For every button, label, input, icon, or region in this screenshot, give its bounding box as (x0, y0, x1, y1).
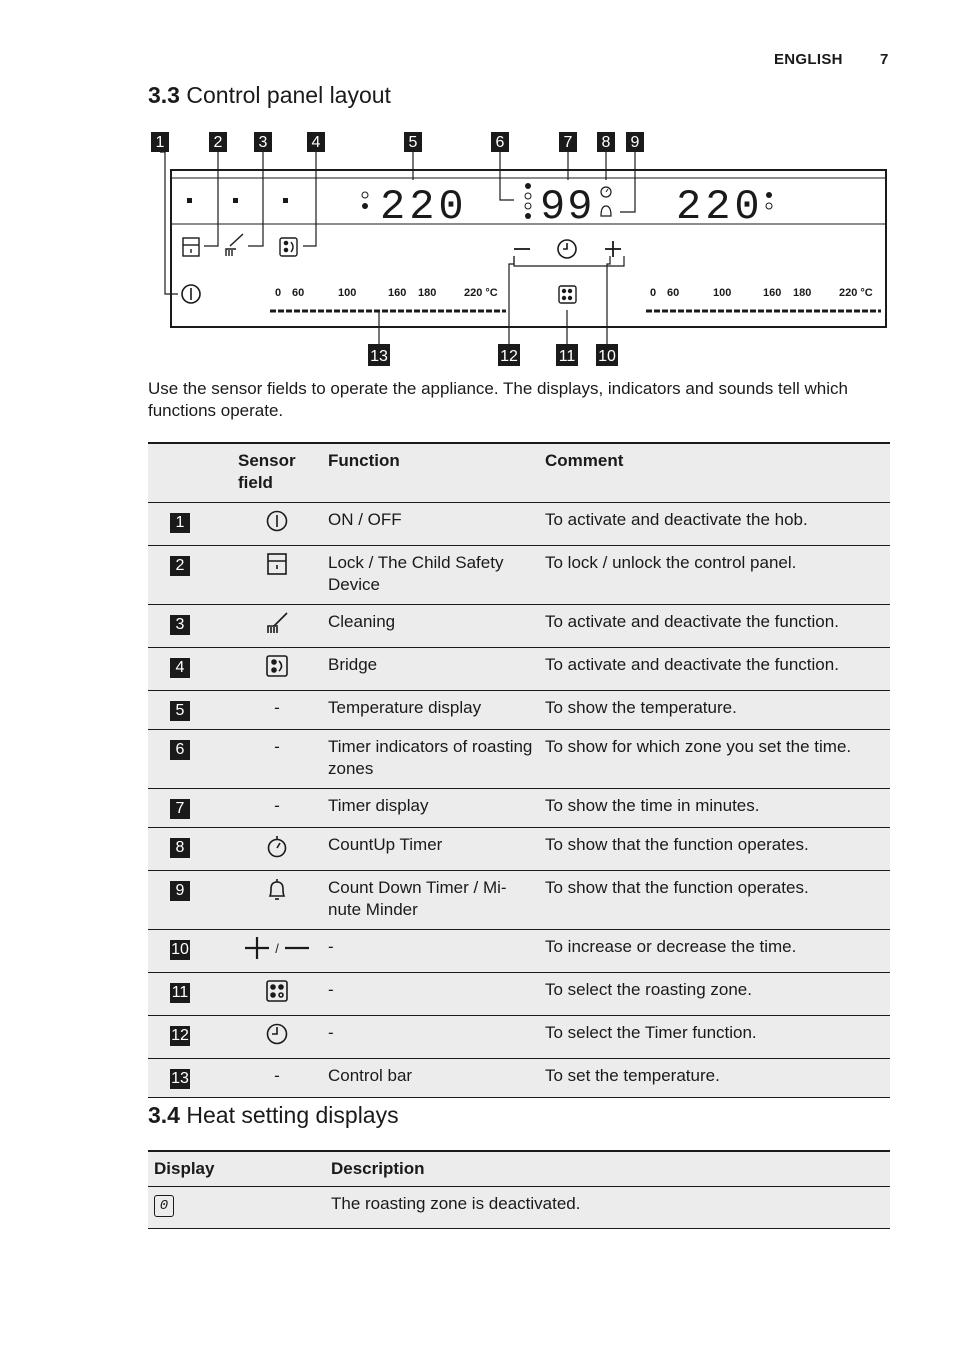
comment-cell: To show the time in minutes. (545, 796, 760, 815)
zone-select-icon (265, 979, 289, 1003)
intro-text: Use the sensor fields to operate the appliance. The displays, indicators and sounds tell which functions operate. (148, 379, 848, 420)
row-number: 10 (171, 941, 189, 958)
sensor-cell: - (274, 737, 280, 756)
section-title-3-4 (148, 1102, 399, 1129)
stopwatch-icon (265, 834, 289, 858)
bridge-icon (265, 654, 289, 678)
svg-text:220 °C: 220 °C (839, 287, 873, 299)
function-cell: Lock / The Child Safety Device (328, 553, 504, 594)
table-row (148, 648, 890, 691)
table-row (148, 1016, 890, 1059)
leader-lines (160, 152, 635, 344)
callout-13: 13 (370, 348, 388, 365)
table-row (148, 789, 890, 828)
function-cell: Cleaning (328, 612, 396, 631)
function-cell: Timer display (328, 796, 429, 815)
comment-cell: To set the temperature. (545, 1066, 720, 1085)
row-number: 9 (170, 881, 190, 901)
function-cell: Control bar (328, 1066, 413, 1085)
sensor-cell: - (274, 698, 280, 717)
comment-cell: To activate and deactivate the hob. (545, 510, 808, 529)
callout-8: 8 (601, 134, 611, 151)
comment-cell: To select the roasting zone. (545, 980, 752, 999)
section-number: 3.4 (148, 1102, 180, 1128)
header-comment: Comment (545, 451, 624, 470)
comment-cell: To show the temperature. (545, 698, 737, 717)
cleaning-icon (226, 234, 243, 256)
row-number: 11 (171, 984, 189, 1001)
table-row (148, 1187, 890, 1229)
left-temperature-display: 220 (380, 183, 468, 231)
right-scale (650, 287, 873, 299)
callout-4: 4 (311, 134, 321, 151)
function-cell: - (328, 1023, 334, 1042)
clock-icon (558, 240, 576, 258)
row-number: 12 (171, 1027, 189, 1044)
cleaning-icon (265, 611, 289, 635)
comment-cell: To activate and deactivate the function. (545, 612, 839, 631)
table-row (148, 930, 890, 973)
page-number: 7 (880, 51, 889, 68)
svg-text:220 °C: 220 °C (464, 287, 498, 299)
callout-10: 10 (598, 348, 616, 365)
callouts-top (151, 132, 644, 152)
control-panel-diagram (148, 128, 893, 373)
table-row (148, 503, 890, 546)
minus-icon (284, 936, 310, 960)
row-number: 2 (170, 556, 190, 576)
row-number: 7 (170, 799, 190, 819)
lock-icon (183, 238, 199, 256)
svg-text:100: 100 (713, 287, 732, 299)
timer-display: 99 (540, 183, 595, 231)
callout-3: 3 (258, 134, 268, 151)
comment-cell: To activate and deactivate the function. (545, 655, 839, 674)
table-row (148, 691, 890, 730)
callout-1: 1 (155, 134, 165, 151)
row-number: 4 (170, 658, 190, 678)
zone-select-icon (559, 286, 576, 303)
svg-text:100: 100 (338, 287, 357, 299)
row-number: 8 (170, 838, 190, 858)
section-title-text: Control panel layout (186, 82, 391, 108)
svg-text:160: 160 (763, 287, 782, 299)
plus-minus-separator: / (275, 941, 279, 956)
comment-cell: To increase or decrease the time. (545, 937, 797, 956)
function-cell: Temperature display (328, 698, 482, 717)
comment-cell: To lock / unlock the control panel. (545, 553, 797, 572)
sensor-cell: - (274, 1066, 280, 1085)
callout-7: 7 (563, 134, 573, 151)
svg-text:180: 180 (418, 287, 437, 299)
comment-cell: To show for which zone you set the time. (545, 737, 852, 756)
comment-cell: To select the Timer function. (545, 1023, 757, 1042)
row-number: 6 (170, 740, 190, 760)
section-title-text: Heat setting displays (186, 1102, 399, 1128)
left-scale (275, 287, 498, 299)
svg-text:0: 0 (650, 287, 657, 299)
table-header-row (148, 443, 890, 503)
function-cell: - (328, 980, 334, 999)
table-row (148, 1059, 890, 1098)
function-cell: - (328, 937, 334, 956)
row-number: 13 (171, 1070, 189, 1087)
svg-text:60: 60 (292, 287, 305, 299)
plus-icon (605, 241, 621, 257)
table-row (148, 605, 890, 648)
row-number: 3 (170, 615, 190, 635)
table-row (148, 871, 890, 930)
svg-text:180: 180 (793, 287, 812, 299)
header-display: Display (154, 1159, 215, 1178)
right-temperature-display: 220 (676, 183, 764, 231)
display-zero-symbol: 0 (154, 1195, 174, 1217)
header-function: Function (328, 451, 400, 470)
section-number: 3.3 (148, 82, 180, 108)
callout-9: 9 (630, 134, 640, 151)
table-row (148, 546, 890, 605)
function-cell: CountUp Timer (328, 835, 443, 854)
function-cell: Count Down Timer / Mi-nute Minder (328, 878, 507, 919)
timer-zone-indicators (525, 183, 531, 219)
clock-icon (265, 1022, 289, 1046)
power-icon (265, 509, 289, 533)
callout-2: 2 (213, 134, 223, 151)
row-number: 5 (170, 701, 190, 721)
plus-icon (244, 936, 270, 960)
svg-text:160: 160 (388, 287, 407, 299)
row-number: 1 (170, 513, 190, 533)
plus-minus-icon (232, 930, 322, 973)
callouts-bottom (368, 344, 618, 366)
bell-icon (265, 877, 289, 901)
power-icon (182, 285, 200, 303)
callout-11: 11 (558, 348, 576, 365)
svg-text:60: 60 (667, 287, 680, 299)
callout-6: 6 (495, 134, 505, 151)
comment-cell: To show that the function operates. (545, 835, 809, 854)
header-language: ENGLISH (774, 51, 843, 68)
svg-text:0: 0 (275, 287, 282, 299)
header-description: Description (331, 1159, 425, 1178)
section-title-3-3 (148, 82, 391, 109)
sensor-cell: - (274, 796, 280, 815)
description-cell: The roasting zone is deactivated. (331, 1194, 581, 1213)
function-cell: ON / OFF (328, 510, 402, 529)
heat-setting-table (148, 1150, 890, 1229)
table-row (148, 730, 890, 789)
callout-12: 12 (500, 348, 518, 365)
table-row (148, 828, 890, 871)
table-row (148, 973, 890, 1016)
table-header-row (148, 1151, 890, 1187)
sensor-field-table (148, 442, 890, 1098)
bridge-icon (280, 238, 297, 256)
function-cell: Timer indicators of roasting zones (328, 737, 533, 778)
header-sensor-field: Sensor field (238, 451, 296, 492)
lock-icon (265, 552, 289, 576)
callout-5: 5 (408, 134, 418, 151)
function-cell: Bridge (328, 655, 378, 674)
comment-cell: To show that the function operates. (545, 878, 809, 897)
